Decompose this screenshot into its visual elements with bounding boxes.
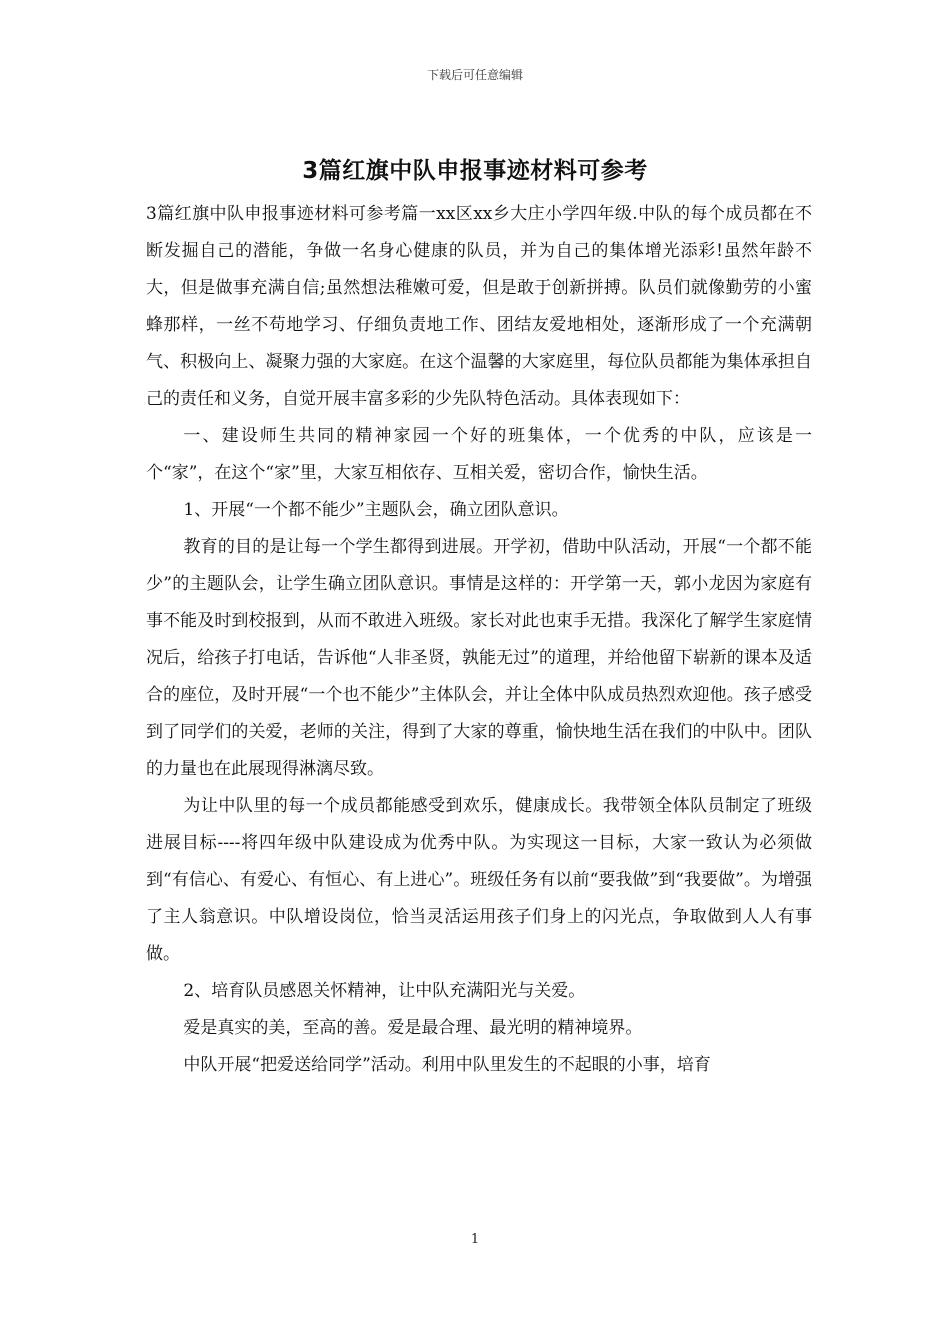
paragraph-love: 爱是真实的美，至高的善。爱是最合理、最光明的精神境界。 <box>183 1018 643 1038</box>
paragraph-activity: 中队开展“把爱送给同学”活动。利用中队里发生的不起眼的小事，培育 <box>183 1055 711 1075</box>
paragraph-goal: 为让中队里的每一个成员都能感受到欢乐，健康成长。我带领全体队员制定了班级进展目标----将四年级中队建设成为优秀中队。为实现这一目标，大家一致认为必须做到“有信心、有爱心、有恒心、有上进心”。班级任务有以前“要我做”到“我要做”。为增强了主人翁意识。中队增设岗位，恰当灵活运用孩子们身上的闪光点，争取做到人人有事做。 <box>146 796 812 964</box>
paragraph-item-one-heading: 1、开展“一个都不能少”主题队会，确立团队意识。 <box>183 500 569 520</box>
paragraph-intro: 3篇红旗中队申报事迹材料可参考篇一xx区xx乡大庄小学四年级.中队的每个成员都在不断发掘自己的潜能，争做一名身心健康的队员，并为自己的集体增光添彩!虽然年龄不大，但是做事充满自信;虽然想法稚嫩可爱，但是敢于创新拼搏。队员们就像勤劳的小蜜蜂那样，一丝不苟地学习、仔细负责地工作、团结友爱地相处，逐渐形成了一个充满朝气、积极向上、凝聚力强的大家庭。在这个温馨的大家庭里，每位队员都能为集体承担自己的责任和义务，自觉开展丰富多彩的少先队特色活动。具体表现如下： <box>146 204 812 409</box>
page-number: 1 <box>470 1232 480 1247</box>
page-header-note: 下载后可任意编辑 <box>426 68 523 82</box>
paragraph-section-one: 一、建设师生共同的精神家园一个好的班集体，一个优秀的中队，应该是一个“家”，在这个“家”里，大家互相依存、互相关爱，密切合作，愉快生活。 <box>146 426 812 483</box>
paragraph-item-two-heading: 2、培育队员感恩关怀精神，让中队充满阳光与关爱。 <box>183 981 586 1001</box>
document-body <box>146 196 812 1084</box>
paragraph-item-one-body: 教育的目的是让每一个学生都得到进展。开学初，借助中队活动，开展“一个都不能少”的主题队会，让学生确立团队意识。事情是这样的：开学第一天，郭小龙因为家庭有事不能及时到校报到，从而不敢进入班级。家长对此也束手无措。我深化了解学生家庭情况后，给孩子打电话，告诉他“人非圣贤，孰能无过”的道理，并给他留下崭新的课本及适合的座位，及时开展“一个也不能少”主体队会，并让全体中队成员热烈欢迎他。孩子感受到了同学们的关爱，老师的关注，得到了大家的尊重，愉快地生活在我们的中队中。团队的力量也在此展现得淋漓尽致。 <box>146 537 812 779</box>
document-title: 3篇红旗中队申报事迹材料可参考 <box>302 158 648 184</box>
